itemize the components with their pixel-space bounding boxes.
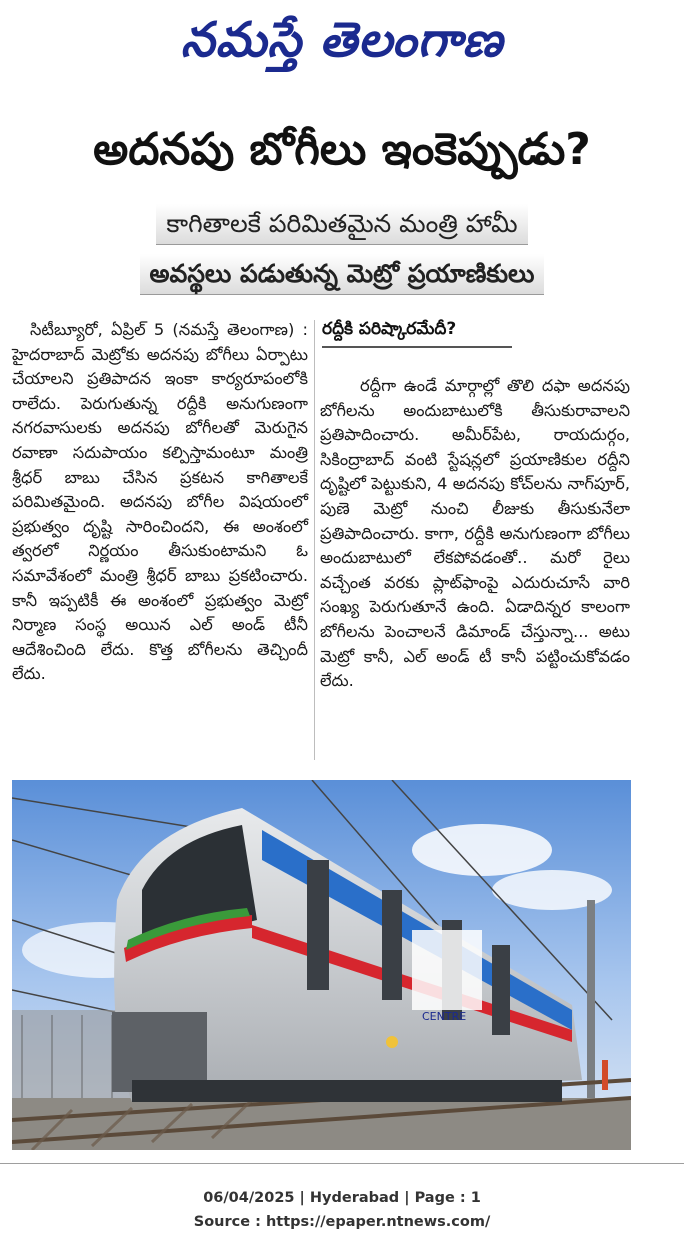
article-headline: అదనపు బోగీలు ఇంకెప్పుడు? — [93, 124, 591, 175]
subheadline-2 — [0, 254, 684, 295]
page-bottom-rule — [0, 1163, 684, 1164]
masthead — [0, 4, 684, 76]
subheadline-1-text: కాగితాలకే పరిమితమైన మంత్రి హామీ — [156, 204, 527, 245]
masthead-logo-text: నమస్తే తెలంగాణ — [180, 12, 504, 68]
article-body-right-column: రద్దీగా ఉండే మార్గాల్లో తొలి దఫా అదనపు బోగీలను అందుబాటులోకి తీసుకురావాలని ప్రతిపాదించారు. అమీర్‌పేట, రాయదుర్గం, సికింద్రాబాద్ వంటి స్టేషన్లలో ప్రయాణికుల రద్దీని దృష్టిలో పెట్టుకుని, 4 అదనపు కోచ్‌లను నాగ్‌పూర్, పుణె మెట్రో నుంచి లీజుకు తీసుకునేలా ప్రతిపాదించారు. కాగా, రద్దీకి అనుగుణంగా బోగీలు అందుబాటులో లేకపోవడంతో.. మరో రైలు వచ్చేంత వరకు ప్లాట్‌ఫాంపై ఎదురుచూసే వారి సంఖ్య పెరుగుతూనే ఉంది. ఏడాదిన్నర కాలంగా బోగీలను పెంచాలనే డిమాండ్ చేస్తున్నా... అటు మెట్రో కానీ, ఎల్ అండ్ టీ కానీ పట్టించుకోవడం లేదు. — [320, 376, 630, 691]
metro-train-photo — [12, 780, 631, 1150]
subheadline-2-text: అవస్థలు పడుతున్న మెట్రో ప్రయాణికులు — [140, 254, 545, 295]
article-body-left-column: సిటీబ్యూరో, ఏప్రిల్ 5 (నమస్తే తెలంగాణ) : హైదరాబాద్ మెట్రోకు అదనపు బోగీలు ఏర్పాటు చేయాలని ప్రతిపాదన ఇంకా కార్యరూపంలోకి రాలేదు. పెరుగుతున్న రద్దీకి అనుగుణంగా నగరవాసులకు అదనపు బోగీలతో మెరుగైన రవాణా సదుపాయం కల్పిస్తామంటూ మంత్రి శ్రీధర్ బాబు చేసిన ప్రకటన కాగితాలకే పరిమితమైంది. అదనపు బోగీల విషయంలో ప్రభుత్వం దృష్టి సారించిందని, ఈ అంశంలో త్వరలో నిర్ణయం తీసుకుంటామని ఓ సమావేశంలో మంత్రి శ్రీధర్ బాబు ప్రకటించారు. కానీ ఇప్పటికీ ఈ అంశంలో ప్రభుత్వం మెట్రో నిర్మాణ సంస్థ అయిన ఎల్ అండ్ టీనీ ఆదేశించింది లేదు. కొత్త బోగీలను తెచ్చిందీ లేదు. — [12, 320, 308, 684]
footer-date-edition: 06/04/2025 | Hyderabad | Page : 1 — [203, 1190, 481, 1206]
side-heading: రద్దీకి పరిష్కారమేదీ? — [322, 316, 512, 348]
footer-source: Source : https://epaper.ntnews.com/ — [193, 1214, 491, 1230]
train-livery-text: CENTRE — [422, 1010, 467, 1023]
subheadline-1 — [0, 204, 684, 245]
column-divider — [314, 320, 315, 760]
